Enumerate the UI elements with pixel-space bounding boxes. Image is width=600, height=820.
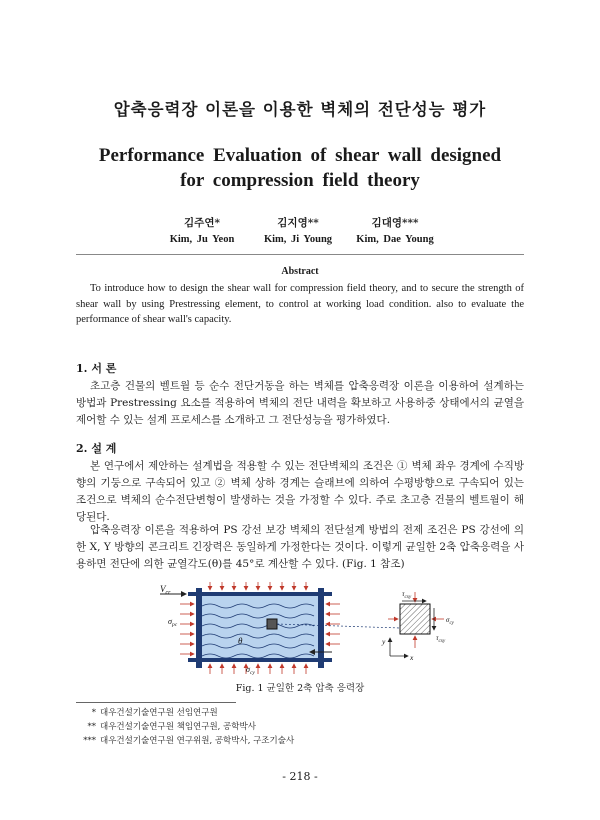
element-marker xyxy=(267,619,277,629)
footnote-2-mark: ** xyxy=(87,722,96,732)
header-divider xyxy=(76,254,524,255)
left-pressure-arrows xyxy=(180,604,194,654)
section2-paragraph2: 압축응력장 이론을 적용하여 PS 강선 보강 벽체의 전단설계 방법의 전제 조건은 PS 강선에 의한 X, Y 방향의 콘크리트 긴장력은 동일하게 가정한다는 것이다. 이렇게 균일한 2축 압축응력을 사용하면 전단에 의한 균열각도(θ)를 45°로 계산할 수 있다. (Fig. 1 참조) xyxy=(76,524,524,570)
footnote-2 xyxy=(76,720,256,732)
footnote-2-text: 대우건설기술연구원 책임연구원, 공학박사 xyxy=(100,722,256,732)
section1-paragraph: 초고층 건물의 벨트월 등 순수 전단거동을 하는 벽체를 압축응력장 이론을 이용하여 설계하는 방법과 Prestressing 요소를 적용하여 벽체의 전단 내력을 확보하고 사용하중 상태에서의 균열을 제어할 수 있는 설계 프로세스를 소개하고 그 전단성능을 평가하였다. xyxy=(76,380,524,426)
axes xyxy=(390,638,408,656)
label-sigma-cy-bottom: $\sigma_{cy}$ xyxy=(246,665,255,676)
label-sigma-pc-left: $\sigma_{pc}$ xyxy=(168,617,178,628)
label-theta: θ xyxy=(238,636,243,646)
label-y-axis: y xyxy=(382,637,386,646)
footnote-3 xyxy=(76,734,294,746)
label-x-axis: x xyxy=(410,653,414,662)
wall-panel xyxy=(200,594,320,660)
section1-heading: 1. 서 론 xyxy=(76,362,117,375)
page-number: - 218 - xyxy=(282,770,318,783)
author-1-name-kr: 김주연* xyxy=(184,217,220,229)
footnote-1-text: 대우건설기술연구원 선임연구원 xyxy=(100,708,218,718)
author-2-name-kr: 김지영** xyxy=(277,217,319,229)
bottom-pressure-arrows xyxy=(210,664,306,674)
footnote-3-mark: *** xyxy=(83,736,96,746)
footnote-3-text: 대우건설기술연구원 연구위원, 공학박사, 구조기술사 xyxy=(100,736,295,746)
korean-title: 압축응력장 이론을 이용한 벽체의 전단성능 평가 xyxy=(113,100,487,119)
section2-paragraph1: 본 연구에서 제안하는 설계법을 적용할 수 있는 전단벽체의 조건은 ① 벽체 좌우 경계에 수직방향의 기둥으로 구속되어 있고 ② 벽체 상하 경계는 슬래브에 의하여 수평방향으로 구속되어 있는 조건으로 벽체의 순수전단변형이 발생하는 것을 가정할 수 있다. 주로 초고층 건물의 벨트월이 해당된다. xyxy=(76,460,524,523)
label-sigma-detail: $\sigma_{cy}$ xyxy=(446,616,454,626)
abstract-heading: Abstract xyxy=(281,266,319,277)
left-column xyxy=(196,588,202,668)
footnote-divider xyxy=(76,702,236,703)
figure-caption: Fig. 1 균일한 2축 압축 응력장 xyxy=(235,683,365,694)
label-tau-right: $\tau_{cxy}$ xyxy=(436,634,446,644)
right-pressure-arrows xyxy=(326,604,340,644)
bottom-slab xyxy=(188,658,332,662)
label-v: $V_{cr}$ xyxy=(160,584,171,596)
author-2-name-en: Kim, Ji Young xyxy=(263,234,333,245)
author-3-name-kr: 김대영*** xyxy=(371,217,419,229)
english-title-line1: Performance Evaluation of shear wall designed xyxy=(98,145,502,166)
footnote-1 xyxy=(76,706,218,718)
top-slab xyxy=(188,592,332,596)
detail-element xyxy=(400,604,430,634)
author-3-name-en: Kim, Dae Young xyxy=(356,234,434,245)
abstract-text: To introduce how to design the shear wall for compression field theory, and to secure the strength of shear wall by using Prestressing element, to control at working load condition. also to evaluate the performance of shear wall's capacity. xyxy=(76,283,524,325)
label-tau-top: $\tau_{cxy}$ xyxy=(402,590,412,600)
top-pressure-arrows xyxy=(210,582,306,590)
english-title-line2: for compression field theory xyxy=(180,170,420,191)
right-column xyxy=(318,588,324,668)
figure-1-diagram xyxy=(150,582,460,678)
section2-heading: 2. 설 계 xyxy=(76,442,117,455)
author-3 xyxy=(335,215,455,245)
author-1-name-en: Kim, Ju Yeon xyxy=(169,234,235,245)
footnote-1-mark: * xyxy=(91,708,96,718)
